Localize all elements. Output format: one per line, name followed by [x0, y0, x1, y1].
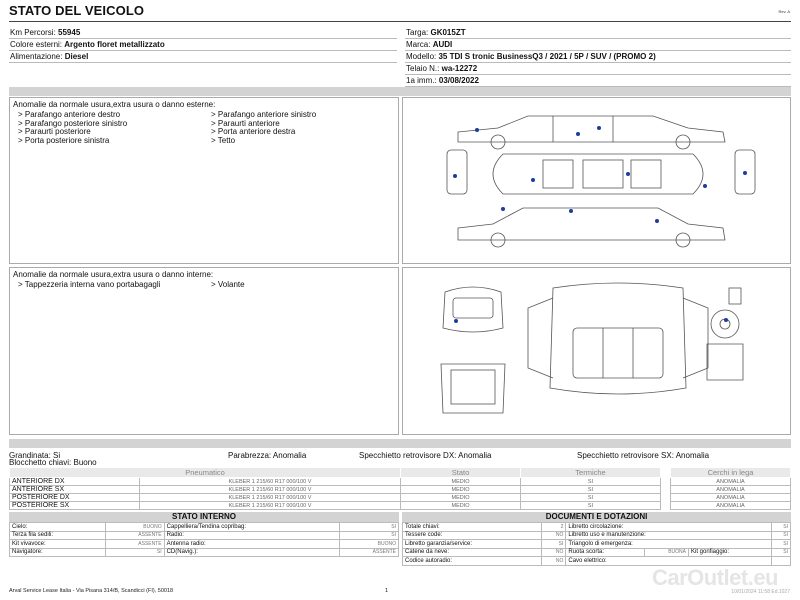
damage-item: > Porta anteriore destra	[211, 127, 296, 136]
damage-marker	[475, 128, 479, 132]
info-row-targa: Targa: GK015ZT	[405, 27, 791, 39]
damage-marker	[576, 132, 580, 136]
tyres-table	[9, 467, 791, 510]
stato-interno-box	[9, 512, 399, 557]
damage-marker	[597, 126, 601, 130]
damage-marker	[703, 184, 707, 188]
title-divider	[9, 21, 791, 22]
internal-diagram-panel	[402, 267, 791, 435]
stato-interno-title: STATO INTERNO	[9, 512, 399, 522]
watermark-logo: CarOutlet.eu	[651, 565, 778, 590]
damage-marker	[626, 172, 630, 176]
revision-label: Rev. A	[778, 9, 790, 14]
table-row: Terza fila sedili: ASSENTE Radio: SI	[10, 531, 399, 540]
damage-item: > Volante	[211, 280, 245, 289]
stato-interno-table	[9, 522, 399, 557]
damage-marker	[569, 209, 573, 213]
table-row: Codice autoradio: NO Cavo elettrico:	[403, 557, 791, 566]
damage-marker	[501, 207, 505, 211]
blocchetto-status: Blocchetto chiavi: Buono	[9, 458, 97, 467]
damage-item: > Paraurti anteriore	[211, 118, 280, 128]
info-row-km: Km Percorsi: 55945	[9, 27, 397, 39]
parabrezza-status: Parabrezza: Anomalia	[228, 451, 307, 460]
damage-item: > Paraurti posteriore	[18, 127, 91, 136]
external-damage-panel	[9, 97, 399, 264]
table-row: Kit vivavoce: ASSENTE Antenna radio: BUONO	[10, 540, 399, 549]
external-damage-col2	[211, 111, 411, 145]
col-header-cerchi: Cerchi in lega	[671, 468, 791, 478]
damage-item: > Tetto	[211, 135, 236, 145]
tyres-header-row	[10, 468, 791, 478]
info-row-modello: Modello: 35 TDI S tronic BusinessQ3 / 2021 / 5P / SUV / (PROMO 2)	[405, 51, 791, 63]
car-exterior-diagram	[403, 98, 792, 265]
table-row: Libretto garanzia/service: SI Triangolo di emergenza: SI	[403, 540, 791, 549]
info-row-marca: Marca: AUDI	[405, 39, 791, 51]
specchietto-dx-status: Specchietto retrovisore DX: Anomalia	[359, 451, 492, 460]
damage-marker	[453, 174, 457, 178]
table-row: POSTERIORE DX KLEBER 1 215/60 R17 000/100 V MEDIO SI ANOMALIA	[10, 494, 791, 502]
grandinata-status: Grandinata: Si	[9, 451, 61, 460]
damage-marker	[743, 171, 747, 175]
page-number: 1	[385, 588, 389, 594]
table-row: POSTERIORE SX KLEBER 1 215/60 R17 000/100 V MEDIO SI ANOMALIA	[10, 502, 791, 510]
damage-marker	[454, 319, 458, 323]
col-header-pneumatico: Pneumatico	[10, 468, 401, 478]
col-header-termiche: Termiche	[521, 468, 661, 478]
footer-address: Arval Service Lease Italia - Via Pisana 314/B, Scandicci (FI), 50018	[9, 588, 174, 594]
documenti-table	[402, 522, 791, 566]
specchietto-sx-status: Specchietto retrovisore SX: Anomalia	[577, 451, 710, 460]
damage-item: > Parafango anteriore sinistro	[211, 110, 317, 119]
info-row-colore: Colore esterni: Argento floret metallizzato	[9, 39, 397, 51]
internal-damage-col1	[18, 281, 188, 290]
info-row-telaio: Telaio N.: wa-12272	[405, 63, 791, 75]
damage-marker	[655, 219, 659, 223]
table-row: Cielo: BUONO Cappelliera/Tendina copribag: SI	[10, 523, 399, 532]
external-diagram-panel	[402, 97, 791, 264]
table-row: Catene da neve: NO Ruota scorta: BUONA Kit gonfiaggio: SI	[403, 548, 791, 557]
table-row: Navigatore: SI CD(Navig.): ASSENTE	[10, 548, 399, 557]
internal-damage-panel	[9, 267, 399, 435]
internal-damage-col2	[211, 281, 411, 290]
external-damage-col1	[18, 111, 218, 145]
damage-item: > Parafango posteriore sinistro	[18, 118, 128, 128]
table-row: ANTERIORE SX KLEBER 1 215/60 R17 000/100 V MEDIO SI ANOMALIA	[10, 486, 791, 494]
section-divider-bar	[9, 87, 791, 96]
page-title: STATO DEL VEICOLO	[9, 3, 145, 18]
documenti-box	[402, 512, 791, 566]
damage-item: > Porta posteriore sinistra	[18, 135, 110, 145]
vehicle-info-right	[405, 27, 791, 87]
external-damage-title: Anomalie da normale usura,extra usura o danno esterne:	[13, 100, 216, 109]
damage-item: > Tappezzeria interna vano portabagagli	[18, 280, 161, 289]
internal-damage-title: Anomalie da normale usura,extra usura o danno interne:	[13, 270, 214, 279]
vehicle-info-left	[9, 27, 397, 63]
table-row: Totale chiavi: 2 Libretto circolazione: SI	[403, 523, 791, 532]
car-interior-diagram	[403, 268, 792, 436]
section-divider-bar	[9, 439, 791, 448]
documenti-title: DOCUMENTI E DOTAZIONI	[402, 512, 791, 522]
info-row-alimentazione: Alimentazione: Diesel	[9, 51, 397, 63]
damage-item: > Parafango anteriore destro	[18, 110, 121, 119]
damage-marker	[531, 178, 535, 182]
damage-marker	[724, 318, 728, 322]
table-row: ANTERIORE DX KLEBER 1 215/60 R17 000/100 V MEDIO SI ANOMALIA	[10, 478, 791, 486]
col-header-stato: Stato	[401, 468, 521, 478]
table-row: Tessere code: NO Libretto uso e manutenzione: SI	[403, 531, 791, 540]
info-row-immatricolazione: 1a imm.: 03/08/2022	[405, 75, 791, 87]
footer-timestamp: 10/01/2024 11:58 Ed.1027	[731, 589, 790, 595]
